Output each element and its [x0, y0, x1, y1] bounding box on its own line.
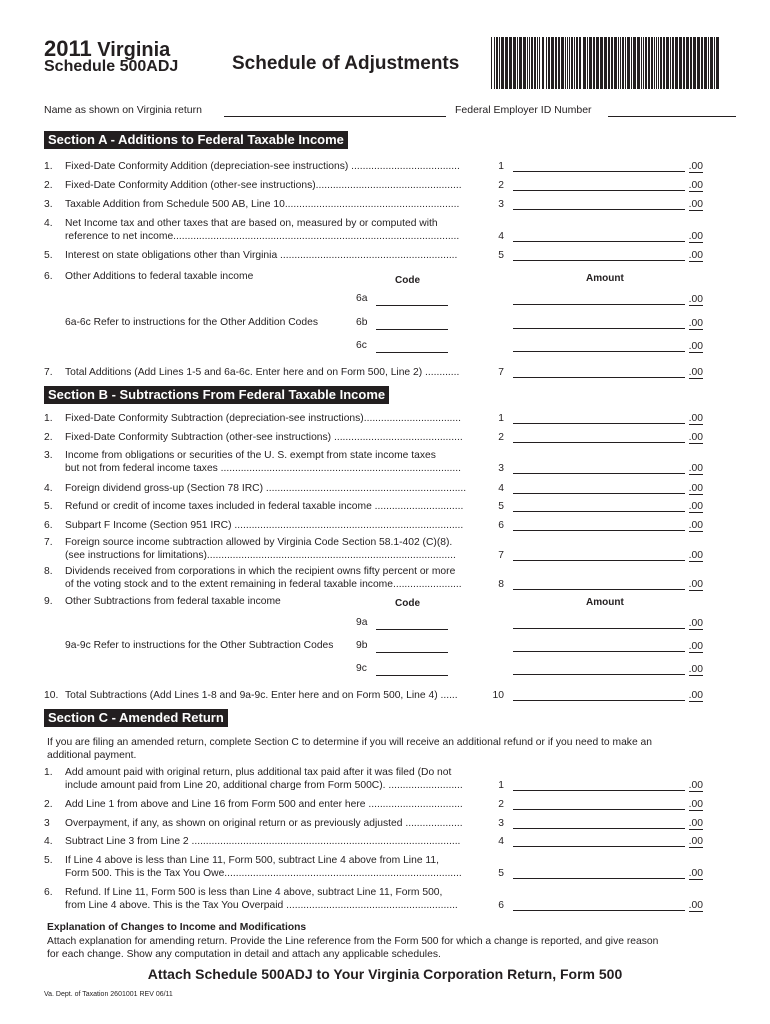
section-a-line-5-amount[interactable]: [513, 248, 703, 261]
cents-label: .00: [688, 618, 703, 629]
amount-line: [513, 377, 685, 378]
line-ref: 2: [498, 180, 504, 191]
amount-line: [513, 828, 685, 829]
line-text-cont: but not from federal income taxes ....................................................................................: [65, 463, 461, 474]
section-c-line-5: [44, 854, 504, 880]
line-ref: 1: [498, 161, 504, 172]
cents-label: .00: [688, 579, 703, 590]
explanation-title: Explanation of Changes to Income and Modifications: [47, 922, 307, 933]
line-text: Other Additions to federal taxable income: [65, 271, 254, 282]
section-b-line-5: [44, 500, 504, 513]
amount-header: Amount: [586, 597, 624, 608]
line-number: 4.: [44, 836, 53, 847]
amount-line: [513, 241, 685, 242]
section-a-total-amount[interactable]: [513, 365, 703, 378]
line-number: 3: [44, 818, 50, 829]
amount-field-9b[interactable]: [513, 639, 703, 652]
amount-line: [513, 171, 685, 172]
line-text: Fixed-Date Conformity Addition (depreciation-see instructions) ......................................: [65, 161, 460, 172]
section-c-line-1-amount[interactable]: [513, 778, 703, 791]
line-ref: 2: [498, 432, 504, 443]
section-b-header: Section B - Subtractions From Federal Taxable Income: [44, 386, 389, 404]
cents-label: .00: [688, 161, 703, 172]
amount-line: [513, 674, 685, 675]
cents-label: .00: [688, 664, 703, 675]
line-number: 7.: [44, 367, 53, 378]
line-text: Foreign source income subtraction allowed by Virginia Code Section 58.1-402 (C)(8).: [65, 537, 453, 548]
line-text: Net Income tax and other taxes that are based on, measured by or computed with: [65, 218, 438, 229]
section-a-line-2-amount[interactable]: [513, 178, 703, 191]
amount-line: [513, 910, 685, 911]
line-number: 4.: [44, 483, 53, 494]
code-field-9b[interactable]: [376, 652, 448, 653]
line-ref: 4: [498, 483, 504, 494]
line-ref: 8: [498, 579, 504, 590]
section-a-line-2: [44, 179, 504, 192]
section-b-line-8: [44, 565, 504, 591]
cents-label: .00: [688, 690, 703, 701]
line-number: 2.: [44, 180, 53, 191]
cents-label: .00: [688, 836, 703, 847]
cents-label: .00: [688, 780, 703, 791]
line-ref: 2: [498, 799, 504, 810]
section-b-line-1: [44, 412, 504, 425]
subline-note: 9a-9c Refer to instructions for the Other Subtraction Codes: [65, 640, 334, 651]
amount-line: [513, 473, 685, 474]
amount-line: [513, 442, 685, 443]
attach-instruction: Attach Schedule 500ADJ to Your Virginia Corporation Return, Form 500: [147, 966, 623, 982]
subline-note: 6a-6c Refer to instructions for the Other Addition Codes: [65, 317, 318, 328]
line-text: Refund. If Line 11, Form 500 is less than Line 4 above, subtract Line 11, Form 500,: [65, 887, 443, 898]
line-number: 5.: [44, 501, 53, 512]
cents-label: .00: [688, 818, 703, 829]
line-number: 3.: [44, 450, 53, 461]
line-text: Refund or credit of income taxes included in federal taxable income ...............................: [65, 501, 464, 512]
section-a-header: Section A - Additions to Federal Taxable Income: [44, 131, 348, 149]
section-b-line-2: [44, 431, 504, 444]
cents-label: .00: [688, 483, 703, 494]
section-b-line-4-amount[interactable]: [513, 481, 703, 494]
section-b-line-2-amount[interactable]: [513, 430, 703, 443]
section-b-line-7: [44, 536, 504, 562]
section-b-line-4: [44, 482, 504, 495]
line-number: 1.: [44, 161, 53, 172]
line-ref: 4: [498, 231, 504, 242]
amount-field-6b[interactable]: [513, 316, 703, 329]
line-ref: 3: [498, 818, 504, 829]
form-id: Va. Dept. of Taxation 2601001 REV 06/11: [44, 991, 173, 998]
amount-line: [513, 651, 685, 652]
section-b-line-8-amount[interactable]: [513, 577, 703, 590]
line-number: 3.: [44, 199, 53, 210]
line-text: Add Line 1 from above and Line 16 from Form 500 and enter here .................................: [65, 799, 463, 810]
subline-9c: 9c: [356, 663, 367, 674]
cents-label: .00: [688, 868, 703, 879]
section-a-line-4: [44, 217, 504, 243]
amount-field-9a[interactable]: [513, 616, 703, 629]
barcode-image: [491, 37, 720, 89]
section-c-line-3-amount[interactable]: [513, 816, 703, 829]
line-text-cont: (see instructions for limitations).......................................................................................: [65, 550, 456, 561]
section-c-line-3: [44, 817, 504, 830]
amount-line: [513, 530, 685, 531]
line-ref: 5: [498, 250, 504, 261]
amount-header: Amount: [586, 273, 624, 284]
amount-line: [513, 423, 685, 424]
line-number: 4.: [44, 218, 53, 229]
amount-line: [513, 790, 685, 791]
cents-label: .00: [688, 250, 703, 261]
line-ref: 10: [492, 690, 504, 701]
section-c-line-6-amount[interactable]: [513, 898, 703, 911]
amount-line: [513, 878, 685, 879]
line-ref: 3: [498, 199, 504, 210]
line-text: Subtract Line 3 from Line 2 ..............................................................................................: [65, 836, 461, 847]
amount-field-9c[interactable]: [513, 662, 703, 675]
cents-label: .00: [688, 501, 703, 512]
amount-line: [513, 700, 685, 701]
line-text: Income from obligations or securities of the U. S. exempt from state income taxes: [65, 450, 436, 461]
line-text: Other Subtractions from federal taxable income: [65, 596, 281, 607]
cents-label: .00: [688, 520, 703, 531]
cents-label: .00: [688, 231, 703, 242]
section-b-total-amount[interactable]: [513, 688, 703, 701]
line-ref: 6: [498, 900, 504, 911]
cents-label: .00: [688, 199, 703, 210]
section-a-line-3-amount[interactable]: [513, 197, 703, 210]
line-text: Fixed-Date Conformity Subtraction (depreciation-see instructions)..................................: [65, 413, 462, 424]
amount-line: [513, 628, 685, 629]
line-number: 1.: [44, 413, 53, 424]
amount-line: [513, 560, 685, 561]
amount-field-6c[interactable]: [513, 339, 703, 352]
line-text: Fixed-Date Conformity Addition (other-see instructions)...................................................: [65, 180, 462, 191]
section-a-line-5: [44, 249, 504, 262]
line-text-cont: of the voting stock and to the extent remaining in federal taxable income........................: [65, 579, 462, 590]
cents-label: .00: [688, 413, 703, 424]
section-c-intro: If you are filing an amended return, complete Section C to determine if you will receive an additional refund or if you need to make an additional payment.: [47, 737, 652, 761]
section-a-line-3: [44, 198, 504, 211]
code-field-6c[interactable]: [376, 352, 448, 353]
code-header: Code: [395, 275, 420, 286]
code-field-9c[interactable]: [376, 675, 448, 676]
section-a-line-1-amount[interactable]: [513, 159, 703, 172]
cents-label: .00: [688, 463, 703, 474]
amount-line: [513, 260, 685, 261]
cents-label: .00: [688, 432, 703, 443]
line-ref: 1: [498, 780, 504, 791]
line-text-cont: Form 500. This is the Tax You Owe...................................................................................: [65, 868, 462, 879]
line-number: 6.: [44, 271, 53, 282]
subline-9a: 9a: [356, 617, 368, 628]
line-text: Total Additions (Add Lines 1-5 and 6a-6c. Enter here and on Form 500, Line 2) ............: [65, 367, 460, 378]
cents-label: .00: [688, 900, 703, 911]
line-ref: 7: [498, 550, 504, 561]
amount-line: [513, 328, 685, 329]
line-text: Fixed-Date Conformity Subtraction (other-see instructions) .............................................: [65, 432, 463, 443]
line-text: If Line 4 above is less than Line 11, Form 500, subtract Line 4 above from Line 11,: [65, 855, 439, 866]
line-number: 8.: [44, 566, 53, 577]
amount-line: [513, 809, 685, 810]
section-c-line-4: [44, 835, 504, 848]
line-text-cont: from Line 4 above. This is the Tax You Overpaid ............................................................: [65, 900, 458, 911]
section-c-header: Section C - Amended Return: [44, 709, 228, 727]
code-field-9a[interactable]: [376, 629, 448, 630]
cents-label: .00: [688, 799, 703, 810]
line-number: 7.: [44, 537, 53, 548]
line-text: Add amount paid with original return, plus additional tax paid after it was filed (Do not: [65, 767, 452, 778]
amount-line: [513, 209, 685, 210]
cents-label: .00: [688, 641, 703, 652]
section-a-line-4-amount[interactable]: [513, 229, 703, 242]
section-b-line-6: [44, 519, 504, 532]
line-number: 6.: [44, 520, 53, 531]
fein-label: Federal Employer ID Number: [455, 104, 592, 116]
cents-label: .00: [688, 550, 703, 561]
state-name: Virginia: [97, 39, 171, 61]
section-c-line-2-amount[interactable]: [513, 797, 703, 810]
section-b-line-3: [44, 449, 504, 475]
line-number: 2.: [44, 799, 53, 810]
amount-field-6a[interactable]: [513, 292, 703, 305]
line-text: Dividends received from corporations in which the recipient owns fifty percent or more: [65, 566, 456, 577]
section-b-line-7-amount[interactable]: [513, 548, 703, 561]
explanation-text: Attach explanation for amending return. Provide the Line reference from the Form 500 for which a change is reported, and give reason for each change. Show any computation in detail and attach any applicable schedules.: [47, 936, 659, 960]
section-c-line-2: [44, 798, 504, 811]
line-ref: 4: [498, 836, 504, 847]
section-b-total: [44, 689, 504, 702]
line-text-cont: reference to net income....................................................................................................: [65, 231, 460, 242]
section-c-line-6: [44, 886, 504, 912]
amount-line: [513, 589, 685, 590]
subline-6a: 6a: [356, 293, 368, 304]
line-number: 6.: [44, 887, 53, 898]
subline-9b: 9b: [356, 640, 368, 651]
section-a-total: [44, 366, 504, 379]
section-b-line-1-amount[interactable]: [513, 411, 703, 424]
section-b-line-9: [44, 595, 504, 608]
line-ref: 5: [498, 868, 504, 879]
line-ref: 5: [498, 501, 504, 512]
fein-field[interactable]: [608, 116, 736, 117]
section-c-line-5-amount[interactable]: [513, 866, 703, 879]
line-number: 5.: [44, 855, 53, 866]
line-text: Foreign dividend gross-up (Section 78 IRC) ......................................................................: [65, 483, 467, 494]
form-title: Schedule of Adjustments: [232, 53, 460, 74]
section-b-line-5-amount[interactable]: [513, 499, 703, 512]
code-field-6a[interactable]: [376, 305, 448, 306]
subline-6b: 6b: [356, 317, 368, 328]
amount-line: [513, 511, 685, 512]
line-text: Taxable Addition from Schedule 500 AB, Line 10.............................................................: [65, 199, 460, 210]
line-number: 9.: [44, 596, 53, 607]
subline-6c: 6c: [356, 340, 367, 351]
line-text: Interest on state obligations other than Virginia ..............................................................: [65, 250, 458, 261]
line-number: 2.: [44, 432, 53, 443]
amount-line: [513, 190, 685, 191]
cents-label: .00: [688, 367, 703, 378]
code-header: Code: [395, 598, 420, 609]
section-a-line-6: [44, 270, 504, 283]
line-text: Overpayment, if any, as shown on original return or as previously adjusted ....................: [65, 818, 463, 829]
section-b-line-6-amount[interactable]: [513, 518, 703, 531]
line-ref: 3: [498, 463, 504, 474]
cents-label: .00: [688, 341, 703, 352]
line-text: Subpart F Income (Section 951 IRC) ................................................................................: [65, 520, 464, 531]
name-label: Name as shown on Virginia return: [44, 104, 202, 116]
line-number: 1.: [44, 767, 53, 778]
section-c-line-4-amount[interactable]: [513, 834, 703, 847]
line-text-cont: include amount paid from Line 20, additional charge from Form 500C). ..........................: [65, 780, 463, 791]
amount-line: [513, 846, 685, 847]
line-number: 5.: [44, 250, 53, 261]
schedule-name: Schedule 500ADJ: [44, 58, 179, 75]
amount-line: [513, 493, 685, 494]
section-b-line-3-amount[interactable]: [513, 461, 703, 474]
line-number: 10.: [44, 690, 59, 701]
line-text: Total Subtractions (Add Lines 1-8 and 9a-9c. Enter here and on Form 500, Line 4) ......: [65, 690, 458, 701]
cents-label: .00: [688, 294, 703, 305]
amount-line: [513, 304, 685, 305]
cents-label: .00: [688, 180, 703, 191]
name-field[interactable]: [224, 116, 446, 117]
section-c-line-1: [44, 766, 504, 792]
form-year: 2011 Virginia: [44, 36, 171, 61]
line-ref: 7: [498, 367, 504, 378]
code-field-6b[interactable]: [376, 329, 448, 330]
section-a-line-1: [44, 160, 504, 173]
line-ref: 1: [498, 413, 504, 424]
cents-label: .00: [688, 318, 703, 329]
line-ref: 6: [498, 520, 504, 531]
amount-line: [513, 351, 685, 352]
